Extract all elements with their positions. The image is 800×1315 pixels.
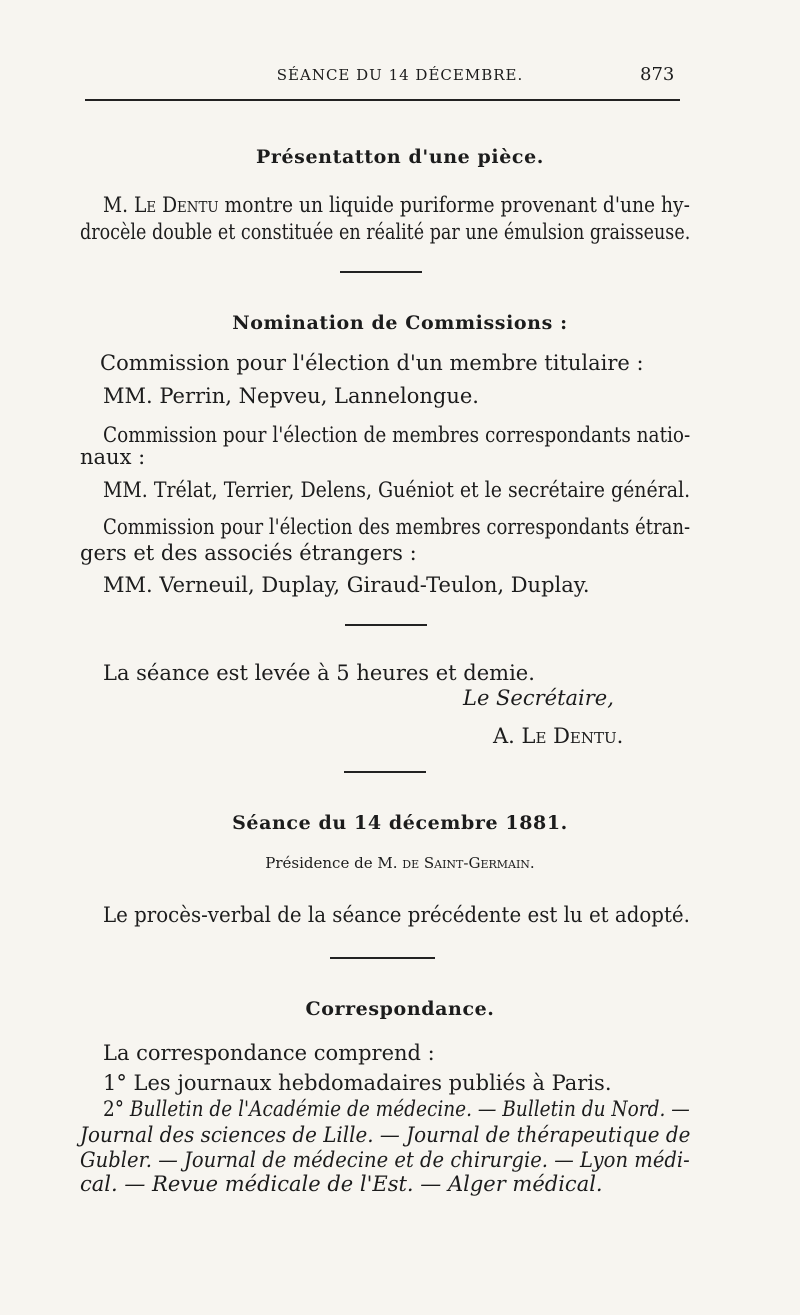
separator-rule — [340, 271, 422, 273]
author-name: Le Dentu — [134, 193, 219, 217]
paragraph-presentation-line2: drocèle double et constituée en réalité par une émulsion graisseuse. — [80, 220, 691, 244]
presidence-line — [0, 854, 800, 872]
session-title: Séance du 14 décembre 1881. — [232, 812, 568, 834]
item-number: 2° — [103, 1097, 130, 1121]
separator-rule — [344, 771, 426, 773]
closing-line: La séance est levée à 5 heures et demie. — [103, 661, 535, 685]
minutes-line: Le procès-verbal de la séance précédente est lu et adopté. — [103, 903, 690, 927]
signature-name: A. Le Dentu. — [493, 724, 624, 748]
journal-list: Bulletin de l'Académie de médecine. — Bulletin du Nord. — — [129, 1097, 690, 1121]
president-name: de Saint-Germain. — [402, 854, 535, 872]
journal-list-line: cal. — Revue médicale de l'Est. — Alger médical. — [80, 1172, 603, 1196]
section-title-presentation: Présentatton d'une pièce. — [255, 146, 545, 168]
commission-line: Commission pour l'élection d'un membre titulaire : — [100, 351, 644, 375]
commission-line: gers et des associés étrangers : — [80, 541, 417, 565]
correspondance-item-2 — [103, 1097, 690, 1121]
section-title-commissions: Nomination de Commissions : — [232, 312, 568, 334]
journal-list-line: Journal des sciences de Lille. — Journal de thérapeutique de — [80, 1123, 691, 1147]
page-number: 873 — [640, 64, 675, 85]
running-head: SÉANCE DU 14 DÉCEMBRE. — [276, 66, 524, 84]
header-rule — [85, 99, 680, 101]
paragraph-presentation-line1 — [103, 193, 690, 217]
text: montre un liquide puriforme provenant d'une hy- — [218, 193, 690, 217]
correspondance-item-1: 1° Les journaux hebdomadaires publiés à Paris. — [103, 1071, 612, 1095]
signature-role: Le Secrétaire, — [463, 686, 614, 710]
separator-rule — [345, 624, 427, 626]
text: Présidence de M. — [265, 854, 403, 872]
commission-members: MM. Verneuil, Duplay, Giraud-Teulon, Duplay. — [103, 573, 590, 597]
commission-members: MM. Trélat, Terrier, Delens, Guéniot et le secrétaire général. — [103, 478, 691, 502]
separator-rule — [330, 957, 435, 959]
section-title-correspondance: Correspondance. — [305, 998, 495, 1020]
text: M. — [103, 193, 135, 217]
commission-line: Commission pour l'élection des membres correspondants étran- — [103, 515, 691, 539]
commission-line: naux : — [80, 445, 146, 469]
journal-list-line: Gubler. — Journal de médecine et de chirurgie. — Lyon médi- — [80, 1148, 690, 1172]
commission-line: Commission pour l'élection de membres correspondants natio- — [103, 423, 691, 447]
commission-members: MM. Perrin, Nepveu, Lannelongue. — [103, 384, 479, 408]
correspondance-intro: La correspondance comprend : — [103, 1041, 435, 1065]
